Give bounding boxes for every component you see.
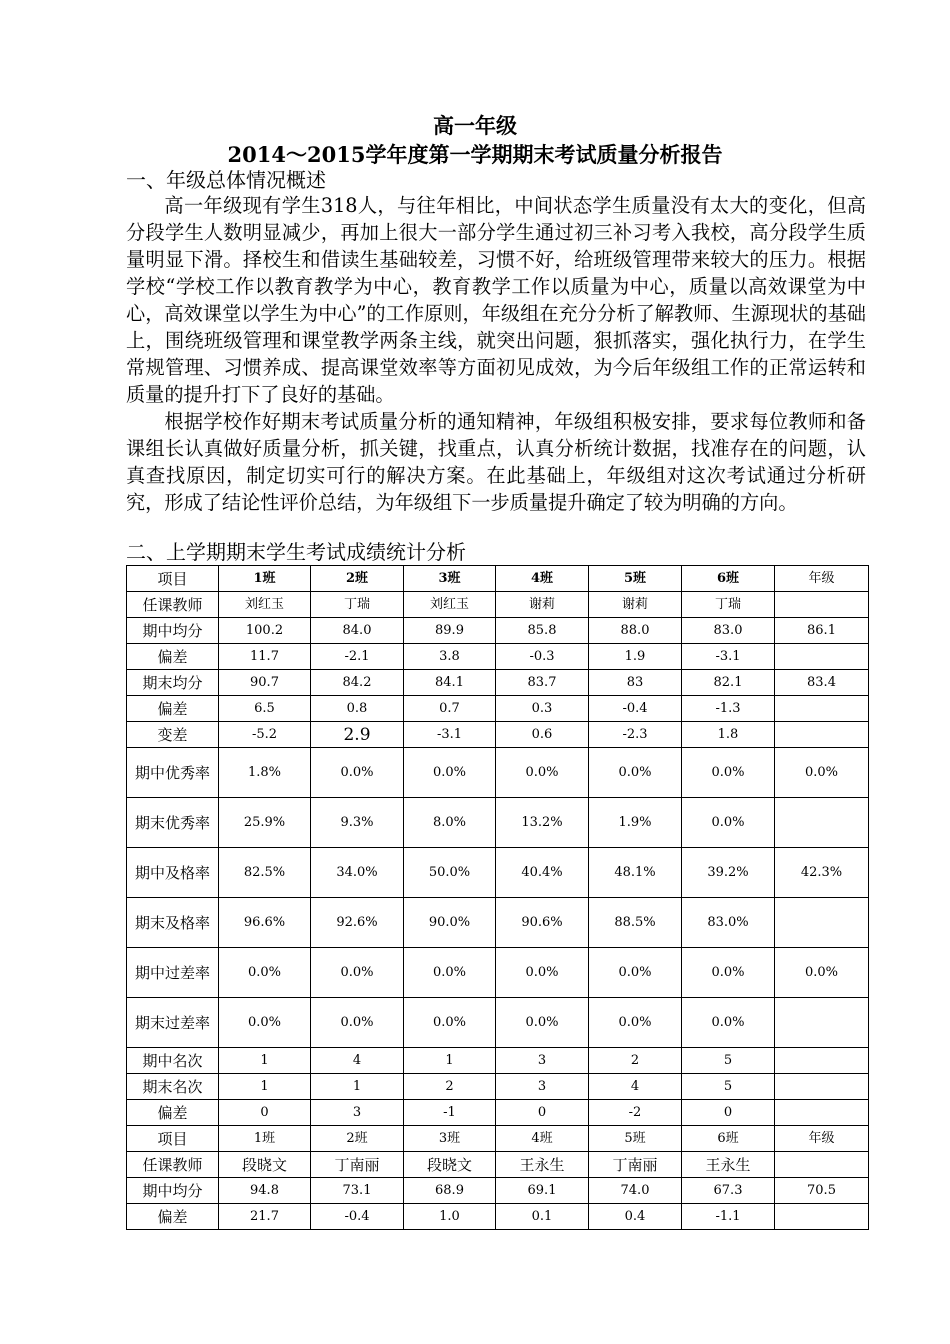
table-cell: 段晓文 xyxy=(404,1152,496,1178)
table-cell: 39.2% xyxy=(682,848,775,898)
table-cell: 82.1 xyxy=(682,670,775,696)
table-cell: 0.0% xyxy=(496,948,589,998)
table-cell: 3 xyxy=(311,1100,404,1126)
table-cell: 42.3% xyxy=(775,848,869,898)
table-cell: 项目 xyxy=(127,1126,219,1152)
table-row xyxy=(127,566,869,592)
table-cell: 34.0% xyxy=(311,848,404,898)
table-cell: 4 xyxy=(311,1048,404,1074)
table-cell: 期末名次 xyxy=(127,1074,219,1100)
table-cell: 4 xyxy=(589,1074,682,1100)
table-cell: 1 xyxy=(219,1074,311,1100)
table-cell: 2班 xyxy=(311,1126,404,1152)
table-cell: 偏差 xyxy=(127,1100,219,1126)
table-cell: 21.7 xyxy=(219,1204,311,1230)
table-cell: 68.9 xyxy=(404,1178,496,1204)
table-cell: 1.8% xyxy=(219,748,311,798)
table-row xyxy=(127,696,869,722)
table-cell: 74.0 xyxy=(589,1178,682,1204)
table-cell: 0.3 xyxy=(496,696,589,722)
table-cell: 0.0% xyxy=(589,748,682,798)
table-cell: 4班 xyxy=(496,1126,589,1152)
table-cell: -2 xyxy=(589,1100,682,1126)
table-cell: 期中优秀率 xyxy=(127,748,219,798)
table-row xyxy=(127,1074,869,1100)
table-cell: 期中均分 xyxy=(127,1178,219,1204)
table-row xyxy=(127,898,869,948)
table-cell: 段晓文 xyxy=(219,1152,311,1178)
table-cell xyxy=(775,1048,869,1074)
table-cell: 0.0% xyxy=(404,998,496,1048)
table-cell: 0.0% xyxy=(775,748,869,798)
table-row xyxy=(127,848,869,898)
table-cell: 王永生 xyxy=(682,1152,775,1178)
table-cell: 0.0% xyxy=(682,948,775,998)
table-row xyxy=(127,1126,869,1152)
table-cell: 92.6% xyxy=(311,898,404,948)
table-cell: 1班 xyxy=(219,1126,311,1152)
document-title-line2: 2014～2015学年度第一学期期末考试质量分析报告 xyxy=(227,142,723,167)
table-cell: 83.7 xyxy=(496,670,589,696)
table-cell: -5.2 xyxy=(219,722,311,748)
table-cell: 70.5 xyxy=(775,1178,869,1204)
table-cell xyxy=(775,998,869,1048)
table-cell: 82.5% xyxy=(219,848,311,898)
table-cell: 0.0% xyxy=(589,948,682,998)
table-cell: 0.0% xyxy=(311,948,404,998)
table-cell: 9.3% xyxy=(311,798,404,848)
table-cell: 90.6% xyxy=(496,898,589,948)
table-cell: -0.3 xyxy=(496,644,589,670)
table-cell: 谢莉 xyxy=(589,592,682,618)
table-cell: 0.4 xyxy=(589,1204,682,1230)
table-cell: 谢莉 xyxy=(496,592,589,618)
table-cell: 0.8 xyxy=(311,696,404,722)
table-cell: 丁南丽 xyxy=(311,1152,404,1178)
table-cell: 偏差 xyxy=(127,696,219,722)
table-cell: -0.4 xyxy=(311,1204,404,1230)
table-cell: 0.1 xyxy=(496,1204,589,1230)
table-cell xyxy=(775,1100,869,1126)
table-cell: 0.6 xyxy=(496,722,589,748)
table-cell: 变差 xyxy=(127,722,219,748)
table-cell: 2 xyxy=(404,1074,496,1100)
table-cell: 期末优秀率 xyxy=(127,798,219,848)
table-cell: 刘红玉 xyxy=(219,592,311,618)
table-cell: 88.0 xyxy=(589,618,682,644)
table-cell: 5班 xyxy=(589,1126,682,1152)
table-cell: 0.0% xyxy=(404,748,496,798)
table-cell: 1.9 xyxy=(589,644,682,670)
table-cell: 0 xyxy=(496,1100,589,1126)
table-cell: 0.0% xyxy=(311,748,404,798)
table-cell: 83 xyxy=(589,670,682,696)
table-row xyxy=(127,1152,869,1178)
table-row xyxy=(127,798,869,848)
table-cell: 13.2% xyxy=(496,798,589,848)
table-cell: 0.0% xyxy=(589,998,682,1048)
table-cell: 73.1 xyxy=(311,1178,404,1204)
table-cell: 84.2 xyxy=(311,670,404,696)
table-cell: 丁南丽 xyxy=(589,1152,682,1178)
table-cell: -3.1 xyxy=(682,644,775,670)
table-cell: 期末均分 xyxy=(127,670,219,696)
table-cell: 3 xyxy=(496,1048,589,1074)
table-cell xyxy=(775,722,869,748)
table-cell: 86.1 xyxy=(775,618,869,644)
table-cell xyxy=(775,592,869,618)
table-cell: 94.8 xyxy=(219,1178,311,1204)
table-cell: 0.0% xyxy=(775,948,869,998)
table-cell: 69.1 xyxy=(496,1178,589,1204)
table-cell: -1 xyxy=(404,1100,496,1126)
table-row xyxy=(127,722,869,748)
table-cell: 1.9% xyxy=(589,798,682,848)
table-cell: -0.4 xyxy=(589,696,682,722)
table-row xyxy=(127,1048,869,1074)
table-cell: 4班 xyxy=(496,566,589,592)
table-row xyxy=(127,948,869,998)
section2-heading: 二、上学期期末学生考试成绩统计分析 xyxy=(126,540,466,564)
section1-heading: 一、年级总体情况概述 xyxy=(126,168,326,192)
section1-paragraph2: 根据学校作好期末考试质量分析的通知精神，年级组积极安排，要求每位教师和备课组长认真做好质量分析，抓关键，找重点，认真分析统计数据，找准存在的问题，认真查找原因，制定切实可行的解决方案。在此基础上，年级组对这次考试通过分析研究，形成了结论性评价总结，为年级组下一步质量提升确定了较为明确的方向。 xyxy=(126,410,866,514)
table-cell: 90.7 xyxy=(219,670,311,696)
table-cell: 期中名次 xyxy=(127,1048,219,1074)
table-cell: 5班 xyxy=(589,566,682,592)
table-cell: 3 xyxy=(496,1074,589,1100)
table-cell: -2.1 xyxy=(311,644,404,670)
table-cell: 3.8 xyxy=(404,644,496,670)
table-cell: 88.5% xyxy=(589,898,682,948)
table-row xyxy=(127,1100,869,1126)
table-cell: 刘红玉 xyxy=(404,592,496,618)
table-cell: 0 xyxy=(219,1100,311,1126)
table-cell: -1.3 xyxy=(682,696,775,722)
table-cell: 6班 xyxy=(682,566,775,592)
section1-paragraph1: 高一年级现有学生318人，与往年相比，中间状态学生质量没有太大的变化，但高分段学生人数明显减少，再加上很大一部分学生通过初三补习考入我校，高分段学生质量明显下滑。择校生和借读生基础较差，习惯不好，给班级管理带来较大的压力。根据学校“学校工作以教育教学为中心，教育教学工作以质量为中心，质量以高效课堂为中心，高效课堂以学生为中心”的工作原则，年级组在充分分析了解教师、生源现状的基础上，围绕班级管理和课堂教学两条主线，就突出问题，狠抓落实，强化执行力，在学生常规管理、习惯养成、提高课堂效率等方面初见成效，为今后年级组工作的正常运转和质量的提升打下了良好的基础。 xyxy=(126,194,866,406)
table-cell: 任课教师 xyxy=(127,592,219,618)
table-cell: 25.9% xyxy=(219,798,311,848)
table-row xyxy=(127,998,869,1048)
table-cell: 期末过差率 xyxy=(127,998,219,1048)
table-cell: 3班 xyxy=(404,1126,496,1152)
table-cell: -1.1 xyxy=(682,1204,775,1230)
table-cell: 项目 xyxy=(127,566,219,592)
table-row xyxy=(127,1204,869,1230)
table-cell xyxy=(775,1074,869,1100)
table-cell: 48.1% xyxy=(589,848,682,898)
table-cell: 丁瑞 xyxy=(682,592,775,618)
table-cell: 90.0% xyxy=(404,898,496,948)
table-cell: 2班 xyxy=(311,566,404,592)
table-cell: 89.9 xyxy=(404,618,496,644)
table-cell: 5 xyxy=(682,1048,775,1074)
table-cell: 0.0% xyxy=(496,748,589,798)
table-cell: 83.0% xyxy=(682,898,775,948)
table-cell: 偏差 xyxy=(127,1204,219,1230)
table-cell: 6班 xyxy=(682,1126,775,1152)
table-cell: 1.0 xyxy=(404,1204,496,1230)
table-cell: -2.3 xyxy=(589,722,682,748)
table-cell: 2.9 xyxy=(311,722,404,748)
table-cell: 0.0% xyxy=(682,748,775,798)
table-cell: 8.0% xyxy=(404,798,496,848)
table-cell: 偏差 xyxy=(127,644,219,670)
table-cell: 0.7 xyxy=(404,696,496,722)
table-cell: 期中及格率 xyxy=(127,848,219,898)
table-cell xyxy=(775,696,869,722)
table-cell: 0.0% xyxy=(219,998,311,1048)
table-cell: 2 xyxy=(589,1048,682,1074)
table-cell: 84.0 xyxy=(311,618,404,644)
table-cell: 1 xyxy=(404,1048,496,1074)
table-cell: 期中均分 xyxy=(127,618,219,644)
table-cell: 100.2 xyxy=(219,618,311,644)
table-cell: 丁瑞 xyxy=(311,592,404,618)
table-cell: 50.0% xyxy=(404,848,496,898)
score-statistics-table xyxy=(126,565,869,1230)
table-row xyxy=(127,748,869,798)
document-title-line1: 高一年级 xyxy=(433,113,517,138)
table-cell: 1.8 xyxy=(682,722,775,748)
table-cell: 0.0% xyxy=(682,798,775,848)
table-cell: 67.3 xyxy=(682,1178,775,1204)
table-cell: 任课教师 xyxy=(127,1152,219,1178)
table-cell: 85.8 xyxy=(496,618,589,644)
table-row xyxy=(127,644,869,670)
table-cell: 年级 xyxy=(775,566,869,592)
table-cell: 11.7 xyxy=(219,644,311,670)
table-cell: 0.0% xyxy=(219,948,311,998)
table-row xyxy=(127,670,869,696)
table-cell xyxy=(775,798,869,848)
table-cell xyxy=(775,898,869,948)
table-row xyxy=(127,1178,869,1204)
table-cell: 3班 xyxy=(404,566,496,592)
table-cell: -3.1 xyxy=(404,722,496,748)
table-cell: 5 xyxy=(682,1074,775,1100)
table-cell: 0.0% xyxy=(682,998,775,1048)
table-cell: 0.0% xyxy=(404,948,496,998)
table-cell: 0 xyxy=(682,1100,775,1126)
table-cell: 1班 xyxy=(219,566,311,592)
table-row xyxy=(127,592,869,618)
table-cell: 0.0% xyxy=(311,998,404,1048)
table-row xyxy=(127,618,869,644)
table-cell xyxy=(775,644,869,670)
table-cell xyxy=(775,1204,869,1230)
table-cell: 40.4% xyxy=(496,848,589,898)
table-cell: 96.6% xyxy=(219,898,311,948)
table-cell: 6.5 xyxy=(219,696,311,722)
table-cell xyxy=(775,1152,869,1178)
table-cell: 王永生 xyxy=(496,1152,589,1178)
table-cell: 83.4 xyxy=(775,670,869,696)
table-cell: 0.0% xyxy=(496,998,589,1048)
table-cell: 年级 xyxy=(775,1126,869,1152)
table-cell: 84.1 xyxy=(404,670,496,696)
table-cell: 期中过差率 xyxy=(127,948,219,998)
table-cell: 83.0 xyxy=(682,618,775,644)
table-cell: 期末及格率 xyxy=(127,898,219,948)
table-cell: 1 xyxy=(219,1048,311,1074)
table-cell: 1 xyxy=(311,1074,404,1100)
